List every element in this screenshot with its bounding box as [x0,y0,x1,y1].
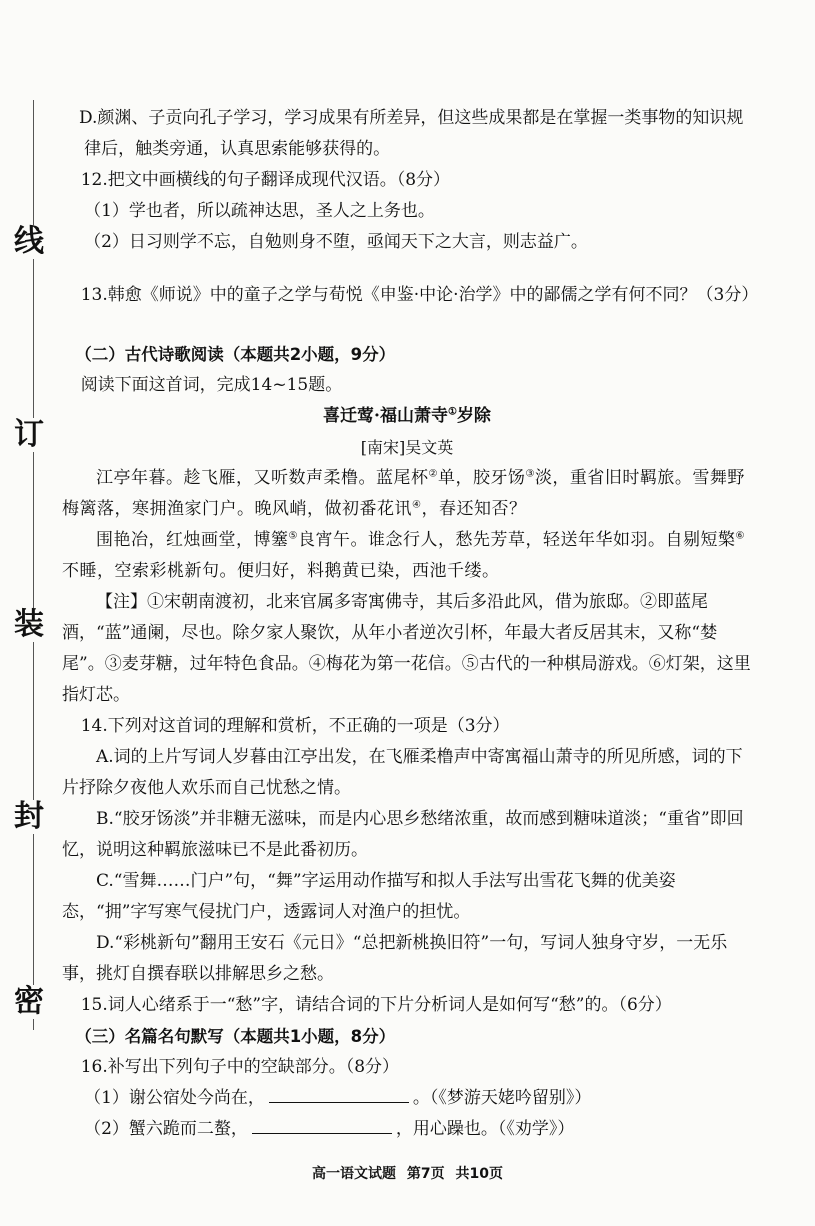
q12-stem: 12.把文中画横线的句子翻译成现代汉语。（8分） [80,170,451,190]
stanza1-part-a: 江亭年暮。趁飞雁，又听数声柔橹。蓝尾杯 [96,468,429,488]
q15-stem: 15.词人心绪系于一“愁”字，请结合词的下片分析词人是如何写“愁”的。（6分） [80,995,672,1015]
q16-item-1-prefix: （1）谢公宿处今尚在， [84,1088,265,1108]
q16-item-1-suffix: 。（《梦游天姥吟留别》） [412,1088,592,1108]
note-mark-3: ③ [525,468,535,480]
poem-title-note-mark: ① [447,406,457,418]
q16-stem: 16.补写出下列句子中的空缺部分。（8分） [80,1057,400,1077]
poem-title-tail: 岁除 [456,406,491,426]
q16-blank-1[interactable] [269,1084,409,1103]
q16-item-2-prefix: （2）蟹六跪而二螯， [84,1119,248,1139]
binding-char-xian: 线 [14,224,44,259]
page-footer: 高一语文试题 第7页 共10页 [312,1166,503,1182]
stanza2-part-a: 围艳冶，红烛画堂，博簺 [96,530,289,550]
q11-option-d: D.颜渊、子贡向孔子学习，学习成果有所差异，但这些成果都是在掌握一类事物的知识规律后，触类旁通，认真思索能够获得的。 [79,108,744,159]
q14-option-d: D.“彩桃新句”翻用王安石《元日》“总把新桃换旧符”一句，写词人独身守岁，一无乐事，挑灯自撰春联以排解思乡之愁。 [62,933,728,984]
note-mark-6: ⑥ [735,530,745,542]
binding-char-ding: 订 [14,417,44,452]
binding-char-zhuang: 装 [14,607,44,642]
note-mark-5: ⑤ [288,530,298,542]
section2-title: （二）古代诗歌阅读（本题共2小题，9分） [75,345,396,364]
section2-intro: 阅读下面这首词，完成14~15题。 [80,375,343,395]
exam-content [62,103,759,1145]
q14-option-b: B.“胶牙饧淡”并非糖无滋味，而是内心思乡愁绪浓重，故而感到糖味道淡；“重省”即回忆，说明这种羁旅滋味已不是此番初历。 [62,809,744,860]
binding-char-feng: 封 [14,799,44,834]
q14-option-a: A.词的上片写词人岁暮由江亭出发，在飞雁柔橹声中寄寓福山萧寺的所见所感，词的下片抒除夕夜他人欢乐而自己忧愁之情。 [62,747,743,798]
poem-stanza-1 [62,463,752,525]
binding-char-mi: 密 [14,984,44,1019]
q16-item-2-suffix: ，用心躁也。（《劝学》） [395,1119,575,1139]
q12-item-2: （2）日习则学不忘，自勉则身不堕，亟闻天下之大言，则志益广。 [84,232,588,252]
poem-stanza-2 [62,525,752,587]
q16-item-1 [62,1083,752,1114]
note-mark-4: ④ [412,499,422,511]
stanza2-part-c: 不睡，空索彩桃新句。便归好，料鹅黄已染，西池千缕。 [62,561,500,581]
q12-item-1: （1）学也者，所以疏神达思，圣人之上务也。 [84,201,435,221]
poem-notes: 【注】①宋朝南渡初，北来官属多寄寓佛寺，其后多沿此风，借为旅邸。②即蓝尾酒，“蓝”通阑，尽也。除夕家人聚饮，从年小者逆次引杯，年最大者反居其末，又称“婪尾”。③麦芽糖，过年特色食品。④梅花为第一花信。⑤古代的一种棋局游戏。⑥灯架，这里指灯芯。 [62,592,751,705]
q16-item-2 [62,1114,752,1145]
stanza1-part-b: 单，胶牙饧 [437,468,526,488]
q13-stem: 13.韩愈《师说》中的童子之学与荀悦《申鉴·中论·治学》中的鄙儒之学有何不同？（3分） [80,285,759,305]
stanza1-part-d: ，春还知否？ [421,499,527,519]
stanza1-part-c: 淡，重省旧时羁旅。雪舞野梅篱落，寒拥渔家门户。晚风峭，做初番花讯 [62,468,745,519]
poem-author: [南宋]吴文英 [360,438,454,457]
q14-stem: 14.下列对这首词的理解和赏析，不正确的一项是（3分） [80,716,510,736]
stanza2-part-b: 良宵午。谁念行人，愁先芳草，轻送年华如羽。自剔短檠 [297,530,736,550]
poem-title-main: 喜迁莺·福山萧寺 [323,406,448,426]
section3-title: （三）名篇名句默写（本题共1小题，8分） [75,1027,396,1046]
q14-option-c: C.“雪舞……门户”句，“舞”字运用动作描写和拟人手法写出雪花飞舞的优美姿态，“拥”字写寒气侵扰门户，透露词人对渔户的担忧。 [62,871,676,922]
q16-blank-2[interactable] [252,1115,392,1134]
poem-title [62,401,752,432]
note-mark-2: ② [428,468,438,480]
